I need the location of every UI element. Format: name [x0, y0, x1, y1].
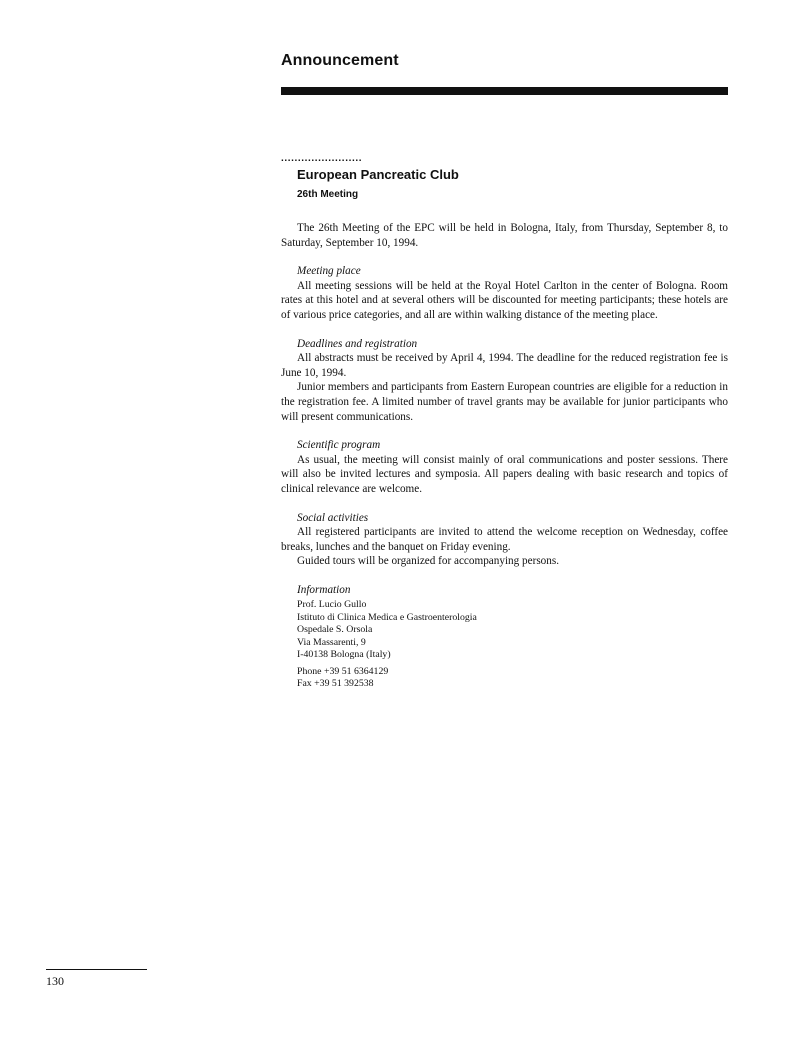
section-heading-information: Information	[297, 583, 351, 596]
contact-hospital: Ospedale S. Orsola	[297, 624, 373, 636]
dotted-separator: ........................	[281, 153, 363, 164]
article-title: European Pancreatic Club	[297, 167, 459, 182]
footer-rule	[46, 969, 147, 970]
section-title: Announcement	[281, 52, 399, 69]
contact-name: Prof. Lucio Gullo	[297, 599, 367, 611]
section-heading-social-activities: Social activities	[297, 511, 369, 524]
deadlines-paragraph-1: All abstracts must be received by April 4, 1994. The deadline for the reduced registration fee is June 10, 1994.	[281, 352, 728, 379]
contact-city: I-40138 Bologna (Italy)	[297, 649, 391, 661]
contact-block	[297, 599, 728, 690]
header-rule	[281, 87, 728, 95]
contact-fax: Fax +39 51 392538	[297, 677, 374, 689]
deadlines-paragraph-2: Junior members and participants from Eastern European countries are eligible for a reduction in the registration fee. A limited number of travel grants may be available for junior participants who will present communications.	[281, 381, 728, 423]
scientific-program-paragraph: As usual, the meeting will consist mainly of oral communications and poster sessions. There will also be invited lectures and symposia. All papers dealing with basic research and topics of clinical relevance are welcome.	[281, 453, 728, 495]
meeting-place-paragraph: All meeting sessions will be held at the Royal Hotel Carlton in the center of Bologna. Room rates at this hotel and at several others will be discounted for meeting participants; these hotels are of various price categories, and all are within walking distance of the meeting place.	[281, 279, 728, 321]
social-activities-paragraph-2: Guided tours will be organized for accompanying persons.	[297, 555, 560, 568]
article-body	[281, 221, 728, 690]
section-heading-deadlines: Deadlines and registration	[297, 337, 418, 350]
contact-institute: Istituto di Clinica Medica e Gastroenterologia	[297, 611, 477, 623]
contact-phone: Phone +39 51 6364129	[297, 665, 389, 677]
social-activities-paragraph-1: All registered participants are invited to attend the welcome reception on Wednesday, coffee breaks, lunches and the banquet on Friday evening.	[281, 526, 728, 553]
section-heading-scientific-program: Scientific program	[297, 439, 381, 452]
contact-street: Via Massarenti, 9	[297, 636, 366, 648]
article-subtitle: 26th Meeting	[297, 189, 359, 200]
section-heading-meeting-place: Meeting place	[297, 265, 361, 278]
intro-paragraph: The 26th Meeting of the EPC will be held in Bologna, Italy, from Thursday, September 8, to Saturday, September 10, 1994.	[281, 222, 728, 249]
page-number: 130	[46, 974, 64, 988]
